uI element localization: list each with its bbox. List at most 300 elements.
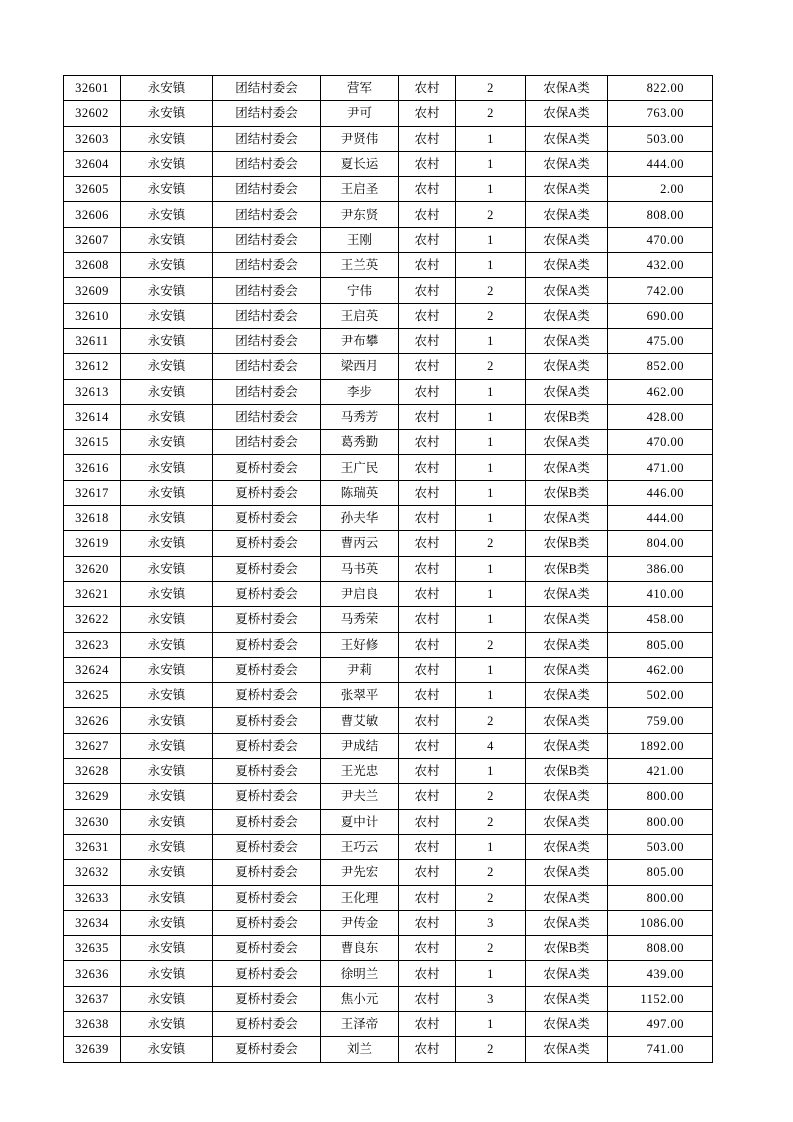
- cell-category: 农保A类: [526, 809, 608, 834]
- table-row: [64, 455, 713, 480]
- cell-category: 农保A类: [526, 202, 608, 227]
- cell-town: 永安镇: [121, 733, 213, 758]
- cell-category: 农保A类: [526, 430, 608, 455]
- cell-category: 农保B类: [526, 759, 608, 784]
- cell-town: 永安镇: [121, 708, 213, 733]
- cell-village: 夏桥村委会: [213, 885, 321, 910]
- cell-village: 团结村委会: [213, 328, 321, 353]
- cell-name: 营军: [321, 76, 399, 101]
- cell-category: 农保A类: [526, 885, 608, 910]
- cell-area_type: 农村: [399, 1011, 456, 1036]
- cell-area_type: 农村: [399, 733, 456, 758]
- table-row: [64, 581, 713, 606]
- cell-name: 宁伟: [321, 278, 399, 303]
- cell-name: 陈瑞英: [321, 480, 399, 505]
- cell-name: 王化理: [321, 885, 399, 910]
- cell-village: 夏桥村委会: [213, 531, 321, 556]
- table-row: [64, 506, 713, 531]
- cell-id: 32633: [64, 885, 121, 910]
- table-row: [64, 809, 713, 834]
- cell-town: 永安镇: [121, 632, 213, 657]
- cell-amount: 805.00: [608, 632, 713, 657]
- cell-category: 农保A类: [526, 151, 608, 176]
- cell-id: 32621: [64, 581, 121, 606]
- cell-village: 夏桥村委会: [213, 910, 321, 935]
- cell-count: 2: [456, 784, 526, 809]
- cell-amount: 446.00: [608, 480, 713, 505]
- cell-amount: 741.00: [608, 1037, 713, 1062]
- cell-id: 32609: [64, 278, 121, 303]
- cell-id: 32628: [64, 759, 121, 784]
- cell-amount: 470.00: [608, 227, 713, 252]
- cell-town: 永安镇: [121, 986, 213, 1011]
- cell-town: 永安镇: [121, 784, 213, 809]
- table-row: [64, 177, 713, 202]
- cell-name: 夏中计: [321, 809, 399, 834]
- table-row: [64, 151, 713, 176]
- cell-name: 徐明兰: [321, 961, 399, 986]
- cell-name: 马秀芳: [321, 404, 399, 429]
- cell-id: 32637: [64, 986, 121, 1011]
- cell-town: 永安镇: [121, 556, 213, 581]
- cell-count: 1: [456, 480, 526, 505]
- cell-count: 1: [456, 581, 526, 606]
- cell-town: 永安镇: [121, 404, 213, 429]
- cell-village: 夏桥村委会: [213, 506, 321, 531]
- table-row: [64, 126, 713, 151]
- cell-amount: 462.00: [608, 657, 713, 682]
- cell-count: 1: [456, 607, 526, 632]
- cell-category: 农保A类: [526, 101, 608, 126]
- cell-id: 32625: [64, 683, 121, 708]
- cell-id: 32618: [64, 506, 121, 531]
- cell-category: 农保A类: [526, 581, 608, 606]
- cell-amount: 804.00: [608, 531, 713, 556]
- cell-id: 32610: [64, 303, 121, 328]
- cell-count: 1: [456, 961, 526, 986]
- cell-area_type: 农村: [399, 809, 456, 834]
- cell-area_type: 农村: [399, 404, 456, 429]
- cell-category: 农保A类: [526, 1037, 608, 1062]
- table-row: [64, 480, 713, 505]
- cell-town: 永安镇: [121, 278, 213, 303]
- table-row: [64, 354, 713, 379]
- cell-category: 农保A类: [526, 278, 608, 303]
- cell-area_type: 农村: [399, 936, 456, 961]
- cell-area_type: 农村: [399, 379, 456, 404]
- cell-category: 农保A类: [526, 784, 608, 809]
- subsidy-table: [63, 75, 713, 1063]
- cell-amount: 497.00: [608, 1011, 713, 1036]
- cell-id: 32639: [64, 1037, 121, 1062]
- cell-village: 团结村委会: [213, 151, 321, 176]
- cell-id: 32613: [64, 379, 121, 404]
- cell-name: 李步: [321, 379, 399, 404]
- cell-area_type: 农村: [399, 581, 456, 606]
- cell-count: 2: [456, 303, 526, 328]
- cell-id: 32602: [64, 101, 121, 126]
- cell-village: 夏桥村委会: [213, 834, 321, 859]
- cell-town: 永安镇: [121, 961, 213, 986]
- cell-category: 农保A类: [526, 657, 608, 682]
- cell-village: 夏桥村委会: [213, 986, 321, 1011]
- cell-town: 永安镇: [121, 303, 213, 328]
- cell-id: 32617: [64, 480, 121, 505]
- cell-area_type: 农村: [399, 328, 456, 353]
- cell-amount: 808.00: [608, 202, 713, 227]
- cell-village: 夏桥村委会: [213, 607, 321, 632]
- cell-count: 1: [456, 227, 526, 252]
- table-row: [64, 303, 713, 328]
- cell-count: 2: [456, 632, 526, 657]
- cell-area_type: 农村: [399, 354, 456, 379]
- cell-amount: 822.00: [608, 76, 713, 101]
- cell-amount: 503.00: [608, 126, 713, 151]
- cell-count: 2: [456, 1037, 526, 1062]
- cell-area_type: 农村: [399, 632, 456, 657]
- cell-name: 王刚: [321, 227, 399, 252]
- cell-category: 农保A类: [526, 607, 608, 632]
- cell-amount: 800.00: [608, 885, 713, 910]
- cell-amount: 808.00: [608, 936, 713, 961]
- cell-amount: 763.00: [608, 101, 713, 126]
- cell-id: 32622: [64, 607, 121, 632]
- cell-area_type: 农村: [399, 683, 456, 708]
- cell-town: 永安镇: [121, 936, 213, 961]
- cell-name: 曹丙云: [321, 531, 399, 556]
- cell-count: 2: [456, 202, 526, 227]
- cell-area_type: 农村: [399, 278, 456, 303]
- cell-category: 农保A类: [526, 506, 608, 531]
- cell-count: 3: [456, 910, 526, 935]
- cell-amount: 444.00: [608, 151, 713, 176]
- table-row: [64, 531, 713, 556]
- cell-category: 农保A类: [526, 860, 608, 885]
- cell-id: 32627: [64, 733, 121, 758]
- cell-village: 团结村委会: [213, 303, 321, 328]
- cell-town: 永安镇: [121, 531, 213, 556]
- cell-id: 32632: [64, 860, 121, 885]
- cell-amount: 475.00: [608, 328, 713, 353]
- cell-count: 1: [456, 759, 526, 784]
- cell-amount: 439.00: [608, 961, 713, 986]
- cell-name: 张翠平: [321, 683, 399, 708]
- cell-area_type: 农村: [399, 506, 456, 531]
- cell-count: 1: [456, 455, 526, 480]
- cell-name: 王巧云: [321, 834, 399, 859]
- cell-category: 农保A类: [526, 354, 608, 379]
- cell-amount: 444.00: [608, 506, 713, 531]
- cell-name: 马书英: [321, 556, 399, 581]
- cell-area_type: 农村: [399, 834, 456, 859]
- cell-category: 农保A类: [526, 1011, 608, 1036]
- cell-town: 永安镇: [121, 101, 213, 126]
- cell-area_type: 农村: [399, 759, 456, 784]
- cell-id: 32614: [64, 404, 121, 429]
- cell-count: 1: [456, 151, 526, 176]
- cell-category: 农保A类: [526, 683, 608, 708]
- cell-id: 32630: [64, 809, 121, 834]
- table-row: [64, 227, 713, 252]
- cell-village: 团结村委会: [213, 354, 321, 379]
- cell-category: 农保B类: [526, 531, 608, 556]
- cell-town: 永安镇: [121, 253, 213, 278]
- cell-village: 团结村委会: [213, 227, 321, 252]
- cell-village: 夏桥村委会: [213, 733, 321, 758]
- cell-town: 永安镇: [121, 834, 213, 859]
- cell-area_type: 农村: [399, 430, 456, 455]
- cell-town: 永安镇: [121, 202, 213, 227]
- cell-town: 永安镇: [121, 177, 213, 202]
- table-row: [64, 759, 713, 784]
- cell-id: 32636: [64, 961, 121, 986]
- table-row: [64, 961, 713, 986]
- cell-id: 32635: [64, 936, 121, 961]
- cell-amount: 432.00: [608, 253, 713, 278]
- cell-area_type: 农村: [399, 860, 456, 885]
- cell-village: 夏桥村委会: [213, 632, 321, 657]
- cell-village: 夏桥村委会: [213, 708, 321, 733]
- cell-category: 农保A类: [526, 227, 608, 252]
- table-row: [64, 860, 713, 885]
- cell-name: 王广民: [321, 455, 399, 480]
- cell-village: 夏桥村委会: [213, 759, 321, 784]
- table-row: [64, 430, 713, 455]
- table-row: [64, 379, 713, 404]
- cell-name: 王兰英: [321, 253, 399, 278]
- cell-amount: 410.00: [608, 581, 713, 606]
- cell-id: 32604: [64, 151, 121, 176]
- cell-amount: 1892.00: [608, 733, 713, 758]
- cell-amount: 471.00: [608, 455, 713, 480]
- cell-area_type: 农村: [399, 455, 456, 480]
- cell-area_type: 农村: [399, 657, 456, 682]
- cell-area_type: 农村: [399, 303, 456, 328]
- cell-village: 夏桥村委会: [213, 1037, 321, 1062]
- cell-category: 农保A类: [526, 253, 608, 278]
- table-row: [64, 328, 713, 353]
- cell-category: 农保B类: [526, 556, 608, 581]
- cell-name: 尹布攀: [321, 328, 399, 353]
- cell-count: 1: [456, 683, 526, 708]
- cell-count: 1: [456, 379, 526, 404]
- cell-category: 农保A类: [526, 455, 608, 480]
- cell-count: 2: [456, 885, 526, 910]
- cell-amount: 503.00: [608, 834, 713, 859]
- cell-name: 夏长运: [321, 151, 399, 176]
- cell-name: 曹良东: [321, 936, 399, 961]
- cell-village: 夏桥村委会: [213, 860, 321, 885]
- cell-area_type: 农村: [399, 910, 456, 935]
- subsidy-table-body: [64, 76, 713, 1063]
- cell-name: 焦小元: [321, 986, 399, 1011]
- cell-category: 农保A类: [526, 126, 608, 151]
- table-row: [64, 101, 713, 126]
- cell-amount: 458.00: [608, 607, 713, 632]
- cell-area_type: 农村: [399, 101, 456, 126]
- cell-village: 夏桥村委会: [213, 556, 321, 581]
- table-row: [64, 607, 713, 632]
- cell-name: 尹夫兰: [321, 784, 399, 809]
- cell-id: 32619: [64, 531, 121, 556]
- cell-town: 永安镇: [121, 683, 213, 708]
- cell-name: 王启圣: [321, 177, 399, 202]
- cell-village: 夏桥村委会: [213, 581, 321, 606]
- cell-area_type: 农村: [399, 607, 456, 632]
- cell-category: 农保A类: [526, 76, 608, 101]
- cell-id: 32634: [64, 910, 121, 935]
- cell-town: 永安镇: [121, 430, 213, 455]
- cell-area_type: 农村: [399, 126, 456, 151]
- cell-area_type: 农村: [399, 708, 456, 733]
- cell-name: 尹启良: [321, 581, 399, 606]
- cell-name: 尹先宏: [321, 860, 399, 885]
- cell-town: 永安镇: [121, 379, 213, 404]
- cell-town: 永安镇: [121, 885, 213, 910]
- cell-id: 32620: [64, 556, 121, 581]
- table-row: [64, 834, 713, 859]
- cell-category: 农保B类: [526, 936, 608, 961]
- cell-count: 1: [456, 253, 526, 278]
- cell-amount: 2.00: [608, 177, 713, 202]
- cell-category: 农保A类: [526, 834, 608, 859]
- cell-id: 32638: [64, 1011, 121, 1036]
- cell-name: 孙夫华: [321, 506, 399, 531]
- cell-category: 农保A类: [526, 303, 608, 328]
- cell-village: 夏桥村委会: [213, 657, 321, 682]
- cell-count: 2: [456, 101, 526, 126]
- table-row: [64, 253, 713, 278]
- cell-name: 尹莉: [321, 657, 399, 682]
- cell-town: 永安镇: [121, 581, 213, 606]
- cell-id: 32624: [64, 657, 121, 682]
- cell-name: 尹贤伟: [321, 126, 399, 151]
- cell-amount: 690.00: [608, 303, 713, 328]
- cell-amount: 1086.00: [608, 910, 713, 935]
- cell-count: 1: [456, 404, 526, 429]
- cell-name: 尹传金: [321, 910, 399, 935]
- cell-name: 尹可: [321, 101, 399, 126]
- cell-name: 王泽帝: [321, 1011, 399, 1036]
- cell-category: 农保A类: [526, 910, 608, 935]
- table-row: [64, 632, 713, 657]
- cell-id: 32611: [64, 328, 121, 353]
- cell-count: 3: [456, 986, 526, 1011]
- cell-count: 1: [456, 834, 526, 859]
- cell-amount: 800.00: [608, 809, 713, 834]
- cell-area_type: 农村: [399, 961, 456, 986]
- cell-town: 永安镇: [121, 1011, 213, 1036]
- cell-id: 32603: [64, 126, 121, 151]
- table-row: [64, 986, 713, 1011]
- cell-count: 1: [456, 328, 526, 353]
- cell-category: 农保A类: [526, 379, 608, 404]
- cell-name: 王好修: [321, 632, 399, 657]
- cell-name: 尹东贤: [321, 202, 399, 227]
- cell-category: 农保B类: [526, 404, 608, 429]
- cell-amount: 428.00: [608, 404, 713, 429]
- cell-name: 葛秀勤: [321, 430, 399, 455]
- cell-area_type: 农村: [399, 253, 456, 278]
- cell-count: 1: [456, 657, 526, 682]
- cell-town: 永安镇: [121, 759, 213, 784]
- cell-town: 永安镇: [121, 480, 213, 505]
- cell-id: 32631: [64, 834, 121, 859]
- table-row: [64, 404, 713, 429]
- cell-category: 农保A类: [526, 733, 608, 758]
- cell-id: 32623: [64, 632, 121, 657]
- cell-village: 夏桥村委会: [213, 961, 321, 986]
- cell-village: 团结村委会: [213, 76, 321, 101]
- cell-village: 夏桥村委会: [213, 683, 321, 708]
- cell-area_type: 农村: [399, 177, 456, 202]
- cell-amount: 462.00: [608, 379, 713, 404]
- cell-name: 王启英: [321, 303, 399, 328]
- cell-id: 32629: [64, 784, 121, 809]
- cell-town: 永安镇: [121, 910, 213, 935]
- cell-count: 1: [456, 1011, 526, 1036]
- cell-count: 1: [456, 177, 526, 202]
- cell-count: 1: [456, 430, 526, 455]
- cell-area_type: 农村: [399, 531, 456, 556]
- table-row: [64, 885, 713, 910]
- table-row: [64, 556, 713, 581]
- table-row: [64, 683, 713, 708]
- cell-name: 刘兰: [321, 1037, 399, 1062]
- cell-amount: 1152.00: [608, 986, 713, 1011]
- cell-village: 夏桥村委会: [213, 809, 321, 834]
- cell-amount: 805.00: [608, 860, 713, 885]
- table-row: [64, 733, 713, 758]
- cell-village: 团结村委会: [213, 177, 321, 202]
- cell-village: 夏桥村委会: [213, 936, 321, 961]
- table-row: [64, 202, 713, 227]
- table-row: [64, 1011, 713, 1036]
- cell-id: 32615: [64, 430, 121, 455]
- cell-category: 农保A类: [526, 708, 608, 733]
- cell-category: 农保A类: [526, 632, 608, 657]
- cell-count: 2: [456, 936, 526, 961]
- table-row: [64, 1037, 713, 1062]
- cell-village: 团结村委会: [213, 379, 321, 404]
- cell-amount: 852.00: [608, 354, 713, 379]
- cell-village: 团结村委会: [213, 404, 321, 429]
- cell-id: 32601: [64, 76, 121, 101]
- cell-area_type: 农村: [399, 151, 456, 176]
- cell-id: 32608: [64, 253, 121, 278]
- cell-village: 夏桥村委会: [213, 784, 321, 809]
- cell-count: 1: [456, 506, 526, 531]
- table-row: [64, 708, 713, 733]
- cell-count: 1: [456, 556, 526, 581]
- cell-id: 32605: [64, 177, 121, 202]
- cell-amount: 800.00: [608, 784, 713, 809]
- cell-town: 永安镇: [121, 455, 213, 480]
- cell-count: 2: [456, 531, 526, 556]
- cell-count: 2: [456, 708, 526, 733]
- cell-count: 2: [456, 860, 526, 885]
- cell-amount: 502.00: [608, 683, 713, 708]
- cell-village: 团结村委会: [213, 101, 321, 126]
- cell-town: 永安镇: [121, 76, 213, 101]
- cell-id: 32626: [64, 708, 121, 733]
- cell-category: 农保A类: [526, 328, 608, 353]
- cell-area_type: 农村: [399, 480, 456, 505]
- cell-amount: 742.00: [608, 278, 713, 303]
- cell-town: 永安镇: [121, 151, 213, 176]
- cell-name: 马秀荣: [321, 607, 399, 632]
- cell-amount: 759.00: [608, 708, 713, 733]
